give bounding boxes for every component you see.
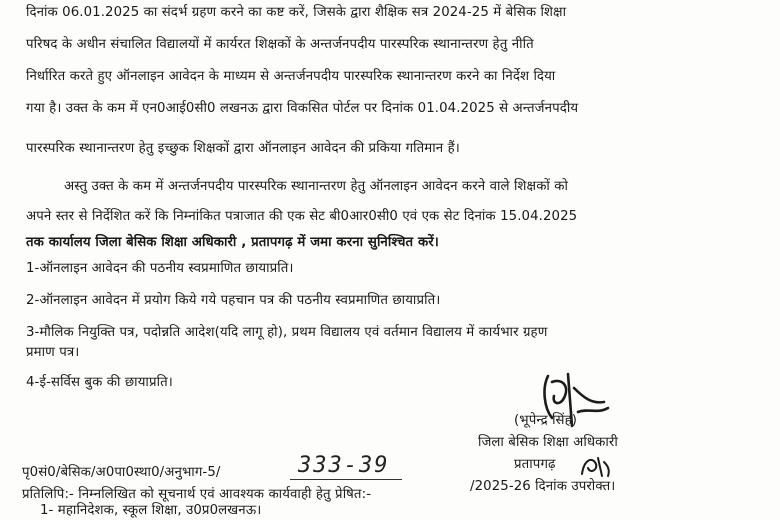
para2-line-3: तक कार्यालय जिला बेसिक शिक्षा अधिकारी , प्रतापगढ़ में जमा करना सुनिश्चित करें। [26, 235, 439, 250]
para2-line-1: अस्तु उक्त के कम में अन्तर्जनपदीय पारस्परिक स्थानान्तरण हेतु ऑनलाइन आवेदन करने वाले शिक्षकों को [64, 179, 569, 194]
signatory-designation: जिला बेसिक शिक्षा अधिकारी [478, 435, 618, 450]
list-item: 1-ऑनलाइन आवेदन की पठनीय स्वप्रमाणित छायाप्रति। [26, 261, 294, 276]
para1-line-5: पारस्परिक स्थानान्तरण हेतु इच्छुक शिक्षकों द्वारा ऑनलाइन आवेदन की प्रकिया गतिमान हैं। [26, 141, 460, 156]
list-item: 2-ऑनलाइन आवेदन में प्रयोग किये गये पहचान पत्र की पठनीय स्वप्रमाणित छायाप्रति। [26, 293, 441, 308]
para1-line-1: दिनांक 06.01.2025 का संदर्भ ग्रहण करने का कष्ट करें, जिसके द्वारा शैक्षिक सत्र 2024-25 में बेसिक शिक्षा [26, 5, 567, 20]
copy-to-item: 1- महानिदेशक, स्कूल शिक्षा, उ0प्र0लखनऊ। [40, 503, 262, 518]
list-item: 4-ई-सर्विस बुक की छायाप्रति। [26, 375, 173, 390]
para2-line-2: अपने स्तर से निर्देशित करें कि निम्नांकित पत्राजात की एक सेट बी0आर0सी0 एवं एक सेट दिनांक 15.04.2025 [26, 209, 578, 224]
reference-date: /2025-26 दिनांक उपरोक्त। [470, 479, 616, 494]
initials-mark [578, 452, 614, 480]
signatory-place: प्रतापगढ़ [514, 457, 556, 472]
para1-line-3: निर्धारित करते हुए ऑनलाइन आवेदन के माध्यम से अन्तर्जनपदीय पारस्परिक स्थानान्तरण करने का निर्देश दिया [26, 69, 556, 84]
list-item-continuation: प्रमाण पत्र। [26, 345, 80, 360]
copy-to-heading: प्रतिलिपि:- निम्नलिखित को सूचनार्थ एवं आवश्यक कार्यवाही हेतु प्रेषित:- [22, 487, 372, 502]
list-item: 3-मौलिक नियुक्ति पत्र, पदोन्नति आदेश(यदि लागू हो), प्रथम विद्यालय एवं वर्तमान विद्यालय में कार्यभार ग्रहण [26, 325, 548, 340]
signatory-name: (भूपेन्द्र सिंह) [514, 413, 578, 428]
para1-line-2: परिषद के अधीन संचालित विद्यालयों में कार्यरत शिक्षकों के अन्तर्जनपदीय पारस्परिक स्थानान्तरण हेतु नीति [26, 37, 534, 52]
para1-line-4: गया है। उक्त के कम में एन0आई0सी0 लखनऊ द्वारा विकसित पोर्टल पर दिनांक 01.04.2025 से अन्तर्जनपदीय [26, 101, 579, 116]
reference-number-prefix: पृ0सं0/बेसिक/अ0पा0स्था0/अनुभाग-5/ [22, 465, 221, 480]
dispatch-number-underline [290, 479, 402, 480]
handwritten-dispatch-number: 333-39 [298, 453, 390, 478]
